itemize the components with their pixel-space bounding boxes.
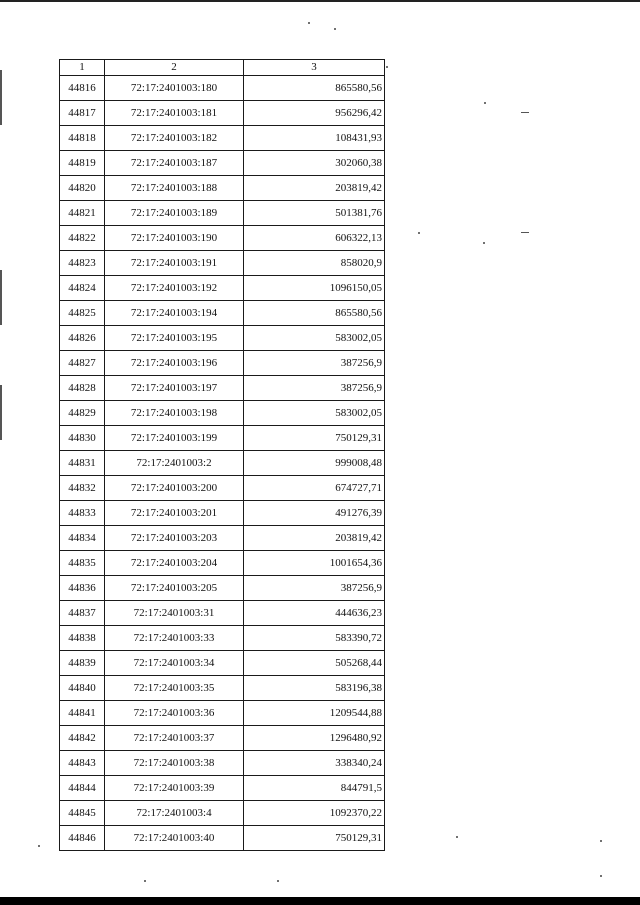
scan-bottom-edge [0, 897, 640, 905]
cadastral-number-cell: 72:17:2401003:188 [105, 176, 244, 201]
table-row [60, 676, 385, 701]
scan-speck [484, 102, 486, 104]
table-row [60, 451, 385, 476]
table-row [60, 726, 385, 751]
cadastral-number-cell: 72:17:2401003:35 [105, 676, 244, 701]
table-row [60, 751, 385, 776]
table-row [60, 826, 385, 851]
row-number-cell: 44822 [60, 226, 105, 251]
row-number-cell: 44820 [60, 176, 105, 201]
scan-speck [386, 66, 388, 68]
cadastral-value-table [59, 59, 385, 851]
cadastral-number-cell: 72:17:2401003:182 [105, 126, 244, 151]
scan-speck [600, 840, 602, 842]
cadastral-value-cell: 583196,38 [244, 676, 385, 701]
cadastral-number-cell: 72:17:2401003:197 [105, 376, 244, 401]
cadastral-number-cell: 72:17:2401003:200 [105, 476, 244, 501]
table-row [60, 301, 385, 326]
cadastral-value-cell: 674727,71 [244, 476, 385, 501]
table-row [60, 126, 385, 151]
table-row [60, 101, 385, 126]
cadastral-number-cell: 72:17:2401003:187 [105, 151, 244, 176]
cadastral-number-cell: 72:17:2401003:196 [105, 351, 244, 376]
cadastral-number-cell: 72:17:2401003:195 [105, 326, 244, 351]
row-number-cell: 44827 [60, 351, 105, 376]
cadastral-number-cell: 72:17:2401003:39 [105, 776, 244, 801]
cadastral-number-cell: 72:17:2401003:34 [105, 651, 244, 676]
row-number-cell: 44835 [60, 551, 105, 576]
cadastral-value-cell: 387256,9 [244, 351, 385, 376]
table-row [60, 526, 385, 551]
table-row [60, 601, 385, 626]
row-number-cell: 44823 [60, 251, 105, 276]
cadastral-value-cell: 606322,13 [244, 226, 385, 251]
column-header-3: 3 [244, 60, 385, 76]
cadastral-value-cell: 108431,93 [244, 126, 385, 151]
cadastral-number-cell: 72:17:2401003:37 [105, 726, 244, 751]
table-row [60, 776, 385, 801]
cadastral-value-cell: 491276,39 [244, 501, 385, 526]
cadastral-number-cell: 72:17:2401003:204 [105, 551, 244, 576]
table-body [60, 76, 385, 851]
cadastral-value-cell: 858020,9 [244, 251, 385, 276]
cadastral-value-cell: 387256,9 [244, 376, 385, 401]
table-row [60, 476, 385, 501]
scan-speck [521, 232, 529, 233]
cadastral-number-cell: 72:17:2401003:194 [105, 301, 244, 326]
cadastral-value-cell: 583002,05 [244, 401, 385, 426]
table-header-row [60, 60, 385, 76]
cadastral-value-cell: 1092370,22 [244, 801, 385, 826]
row-number-cell: 44841 [60, 701, 105, 726]
row-number-cell: 44821 [60, 201, 105, 226]
row-number-cell: 44833 [60, 501, 105, 526]
row-number-cell: 44838 [60, 626, 105, 651]
cadastral-number-cell: 72:17:2401003:4 [105, 801, 244, 826]
table-row [60, 326, 385, 351]
row-number-cell: 44828 [60, 376, 105, 401]
cadastral-value-cell: 750129,31 [244, 426, 385, 451]
row-number-cell: 44819 [60, 151, 105, 176]
table-row [60, 76, 385, 101]
cadastral-value-cell: 203819,42 [244, 176, 385, 201]
cadastral-number-cell: 72:17:2401003:189 [105, 201, 244, 226]
cadastral-value-cell: 1296480,92 [244, 726, 385, 751]
row-number-cell: 44818 [60, 126, 105, 151]
row-number-cell: 44829 [60, 401, 105, 426]
cadastral-number-cell: 72:17:2401003:36 [105, 701, 244, 726]
cadastral-number-cell: 72:17:2401003:180 [105, 76, 244, 101]
cadastral-value-cell: 501381,76 [244, 201, 385, 226]
scan-top-edge [0, 0, 640, 2]
scan-speck [521, 112, 529, 113]
cadastral-number-cell: 72:17:2401003:190 [105, 226, 244, 251]
column-header-1: 1 [60, 60, 105, 76]
cadastral-number-cell: 72:17:2401003:198 [105, 401, 244, 426]
row-number-cell: 44824 [60, 276, 105, 301]
row-number-cell: 44837 [60, 601, 105, 626]
scan-speck [144, 880, 146, 882]
cadastral-number-cell: 72:17:2401003:31 [105, 601, 244, 626]
table-row [60, 251, 385, 276]
cadastral-value-cell: 338340,24 [244, 751, 385, 776]
cadastral-value-cell: 505268,44 [244, 651, 385, 676]
cadastral-value-cell: 844791,5 [244, 776, 385, 801]
cadastral-value-cell: 302060,38 [244, 151, 385, 176]
table-row [60, 801, 385, 826]
scan-speck [483, 242, 485, 244]
cadastral-value-cell: 1001654,36 [244, 551, 385, 576]
row-number-cell: 44830 [60, 426, 105, 451]
table-row [60, 701, 385, 726]
cadastral-value-cell: 865580,56 [244, 76, 385, 101]
row-number-cell: 44840 [60, 676, 105, 701]
scan-margin-mark [0, 70, 2, 125]
row-number-cell: 44842 [60, 726, 105, 751]
row-number-cell: 44826 [60, 326, 105, 351]
row-number-cell: 44846 [60, 826, 105, 851]
cadastral-value-cell: 387256,9 [244, 576, 385, 601]
scan-speck [308, 22, 310, 24]
cadastral-value-cell: 1096150,05 [244, 276, 385, 301]
cadastral-number-cell: 72:17:2401003:192 [105, 276, 244, 301]
row-number-cell: 44844 [60, 776, 105, 801]
table-row [60, 351, 385, 376]
cadastral-number-cell: 72:17:2401003:201 [105, 501, 244, 526]
cadastral-number-cell: 72:17:2401003:191 [105, 251, 244, 276]
table-row [60, 551, 385, 576]
cadastral-number-cell: 72:17:2401003:2 [105, 451, 244, 476]
row-number-cell: 44831 [60, 451, 105, 476]
scan-speck [277, 880, 279, 882]
scan-speck [38, 845, 40, 847]
table-row [60, 626, 385, 651]
cadastral-number-cell: 72:17:2401003:33 [105, 626, 244, 651]
row-number-cell: 44845 [60, 801, 105, 826]
scan-margin-mark [0, 270, 2, 325]
table-row [60, 226, 385, 251]
cadastral-number-cell: 72:17:2401003:40 [105, 826, 244, 851]
table-row [60, 501, 385, 526]
table-row [60, 651, 385, 676]
table-row [60, 426, 385, 451]
table-row [60, 401, 385, 426]
scan-speck [334, 28, 336, 30]
table-row [60, 576, 385, 601]
scan-speck [456, 836, 458, 838]
row-number-cell: 44832 [60, 476, 105, 501]
scan-speck [418, 232, 420, 234]
row-number-cell: 44825 [60, 301, 105, 326]
cadastral-value-cell: 865580,56 [244, 301, 385, 326]
cadastral-number-cell: 72:17:2401003:38 [105, 751, 244, 776]
cadastral-number-cell: 72:17:2401003:199 [105, 426, 244, 451]
cadastral-number-cell: 72:17:2401003:205 [105, 576, 244, 601]
row-number-cell: 44834 [60, 526, 105, 551]
cadastral-value-cell: 203819,42 [244, 526, 385, 551]
table-row [60, 176, 385, 201]
table-row [60, 151, 385, 176]
cadastral-value-cell: 999008,48 [244, 451, 385, 476]
cadastral-value-cell: 750129,31 [244, 826, 385, 851]
cadastral-value-cell: 583002,05 [244, 326, 385, 351]
row-number-cell: 44839 [60, 651, 105, 676]
row-number-cell: 44843 [60, 751, 105, 776]
cadastral-value-cell: 1209544,88 [244, 701, 385, 726]
table-row [60, 201, 385, 226]
cadastral-value-cell: 444636,23 [244, 601, 385, 626]
row-number-cell: 44817 [60, 101, 105, 126]
column-header-2: 2 [105, 60, 244, 76]
scan-speck [600, 875, 602, 877]
row-number-cell: 44836 [60, 576, 105, 601]
cadastral-number-cell: 72:17:2401003:181 [105, 101, 244, 126]
cadastral-number-cell: 72:17:2401003:203 [105, 526, 244, 551]
scan-margin-mark [0, 385, 2, 440]
table-row [60, 376, 385, 401]
cadastral-value-cell: 956296,42 [244, 101, 385, 126]
row-number-cell: 44816 [60, 76, 105, 101]
cadastral-value-cell: 583390,72 [244, 626, 385, 651]
table-row [60, 276, 385, 301]
